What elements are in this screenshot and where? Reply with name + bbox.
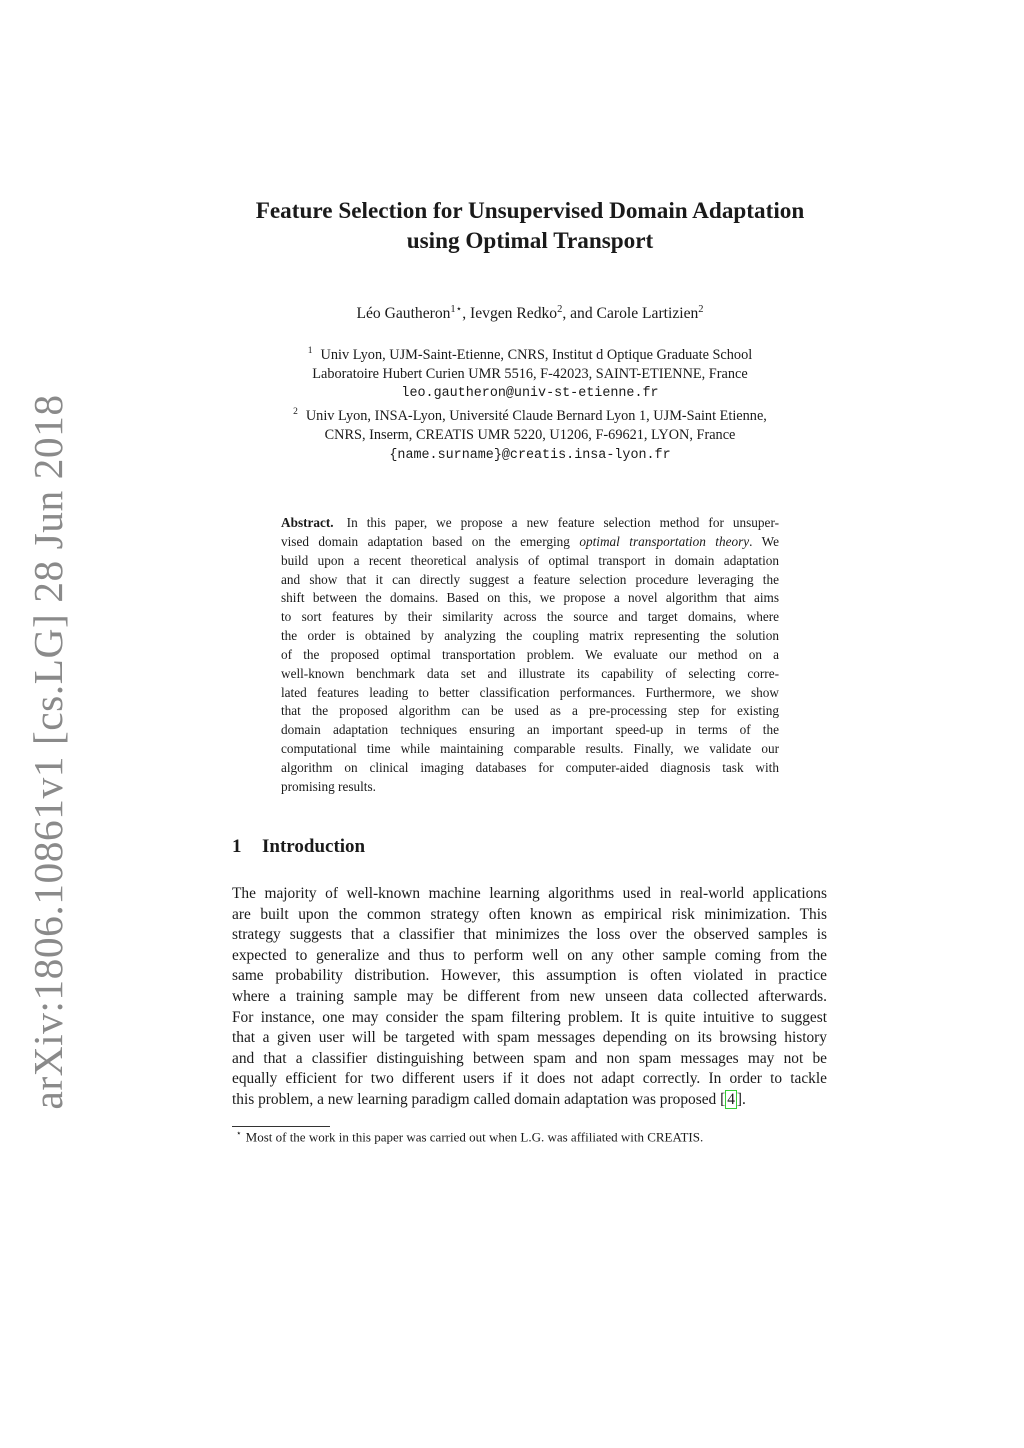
title-line-1: Feature Selection for Unsupervised Domain Adaptation	[255, 198, 805, 224]
author-list	[0, 303, 1024, 323]
paper-title	[0, 196, 1024, 256]
abstract-line: vised domain adaptation based on the emerging optimal transportation theory. We	[281, 533, 779, 549]
abstract-line: domain adaptation techniques ensuring an important speed-up in terms of the	[281, 722, 779, 738]
footnote-divider	[232, 1126, 330, 1127]
citation-link[interactable]: 4	[727, 1090, 735, 1108]
abstract-line: well-known benchmark data set and illustrate its capability of selecting corre-	[281, 665, 779, 681]
paragraph-line: are built upon the common strategy often known as empirical risk minimization. This	[232, 905, 827, 923]
abstract-line: computational time while maintaining comparable results. Finally, we validate our	[281, 741, 779, 757]
author-3-affil-mark: 2	[698, 304, 704, 315]
author-1-affil-mark: 1⋆	[450, 304, 463, 315]
abstract-label: Abstract.	[281, 515, 334, 530]
abstract-line: and show that it can directly suggest a feature selection procedure leveraging the	[281, 571, 779, 587]
author-2: , Ievgen Redko	[462, 305, 558, 323]
paragraph-line: The majority of well-known machine learning algorithms used in real-world applications	[232, 885, 827, 902]
section-number: 1	[232, 836, 242, 857]
abstract-line: lated features leading to better classification performances. Furthermore, we show	[281, 684, 779, 700]
abstract-line: algorithm on clinical imaging databases for computer-aided diagnosis task with	[281, 759, 779, 775]
paragraph-line: that a given user will be targeted with spam messages depending on its browsing history	[232, 1029, 827, 1047]
introduction-paragraph	[232, 884, 827, 1111]
abstract-line: to sort features by their similarity across the source and target domains, where	[281, 609, 779, 625]
footnote-text: Most of the work in this paper was carried out when L.G. was affiliated with CREATIS.	[245, 1129, 704, 1145]
paragraph-line: this problem, a new learning paradigm called domain adaptation was proposed [ 4 ].	[232, 1090, 746, 1108]
paragraph-line: same probability distribution. However, this assumption is often violated in practice	[232, 967, 827, 985]
paragraph-line: strategy suggests that a classifier that minimizes the loss over the observed samples is	[232, 926, 827, 944]
section-heading-introduction	[232, 836, 365, 858]
affiliation-2-line-2: CNRS, Inserm, CREATIS UMR 5220, U1206, F-69621, LYON, France	[324, 427, 736, 444]
paragraph-line: For instance, one may consider the spam filtering problem. It is quite intuitive to suggest	[232, 1008, 827, 1026]
abstract-line: promising results.	[281, 778, 376, 794]
affiliation-1-line-2: Laboratoire Hubert Curien UMR 5516, F-42023, SAINT-ETIENNE, France	[312, 365, 748, 382]
author-2-affil-mark: 2	[557, 304, 563, 315]
affiliation-1-email[interactable]: leo.gautheron@univ-st-etienne.fr	[401, 386, 659, 402]
affiliation-2-email[interactable]: {name.surname}@creatis.insa-lyon.fr	[389, 447, 671, 463]
abstract-line: build upon a recent theoretical analysis of optimal transport in domain adaptation	[281, 552, 779, 568]
abstract-emphasis: optimal transportation theory	[579, 533, 750, 549]
abstract	[281, 514, 779, 797]
abstract-line: shift between the domains. Based on this, we propose a novel algorithm that aims	[281, 590, 779, 606]
section-title: Introduction	[262, 836, 366, 857]
affiliations	[0, 342, 1024, 465]
abstract-line: that the proposed algorithm can be used as a pre-processing step for existing	[281, 703, 779, 719]
paragraph-line: equally efficient for two different users if it does not adapt correctly. In order to tackle	[232, 1070, 827, 1088]
arxiv-identifier-stamp: arXiv:1806.10861v1 [cs.LG] 28 Jun 2018	[25, 394, 71, 1110]
affiliation-1-line-1: $^1$ Univ Lyon, UJM-Saint-Etienne, CNRS, Institut d Optique Graduate School	[307, 346, 753, 363]
paragraph-line: where a training sample may be different from new unseen data collected afterwards.	[232, 987, 827, 1005]
author-1: Léo Gautheron	[356, 305, 451, 323]
title-line-2: using Optimal Transport	[406, 228, 654, 254]
abstract-line: the order is obtained by analyzing the coupling matrix representing the solution	[281, 628, 779, 644]
abstract-line: Abstract. In this paper, we propose a new feature selection method for unsuper-	[281, 515, 780, 530]
footnote	[236, 1128, 703, 1145]
footnote-mark: ⋆	[236, 1128, 242, 1138]
author-3: , and Carole Lartizien	[562, 305, 699, 323]
paragraph-line: expected to generalize and thus to perform well on any other sample coming from the	[232, 946, 827, 964]
paragraph-line: and that a classifier distinguishing between spam and non spam messages may not be	[232, 1049, 827, 1067]
affiliation-2-line-1: $^2$ Univ Lyon, INSA-Lyon, Université Claude Bernard Lyon 1, UJM-Saint Etienne,	[293, 407, 767, 425]
abstract-line: of the proposed optimal transportation problem. We evaluate our method on a	[281, 646, 779, 662]
